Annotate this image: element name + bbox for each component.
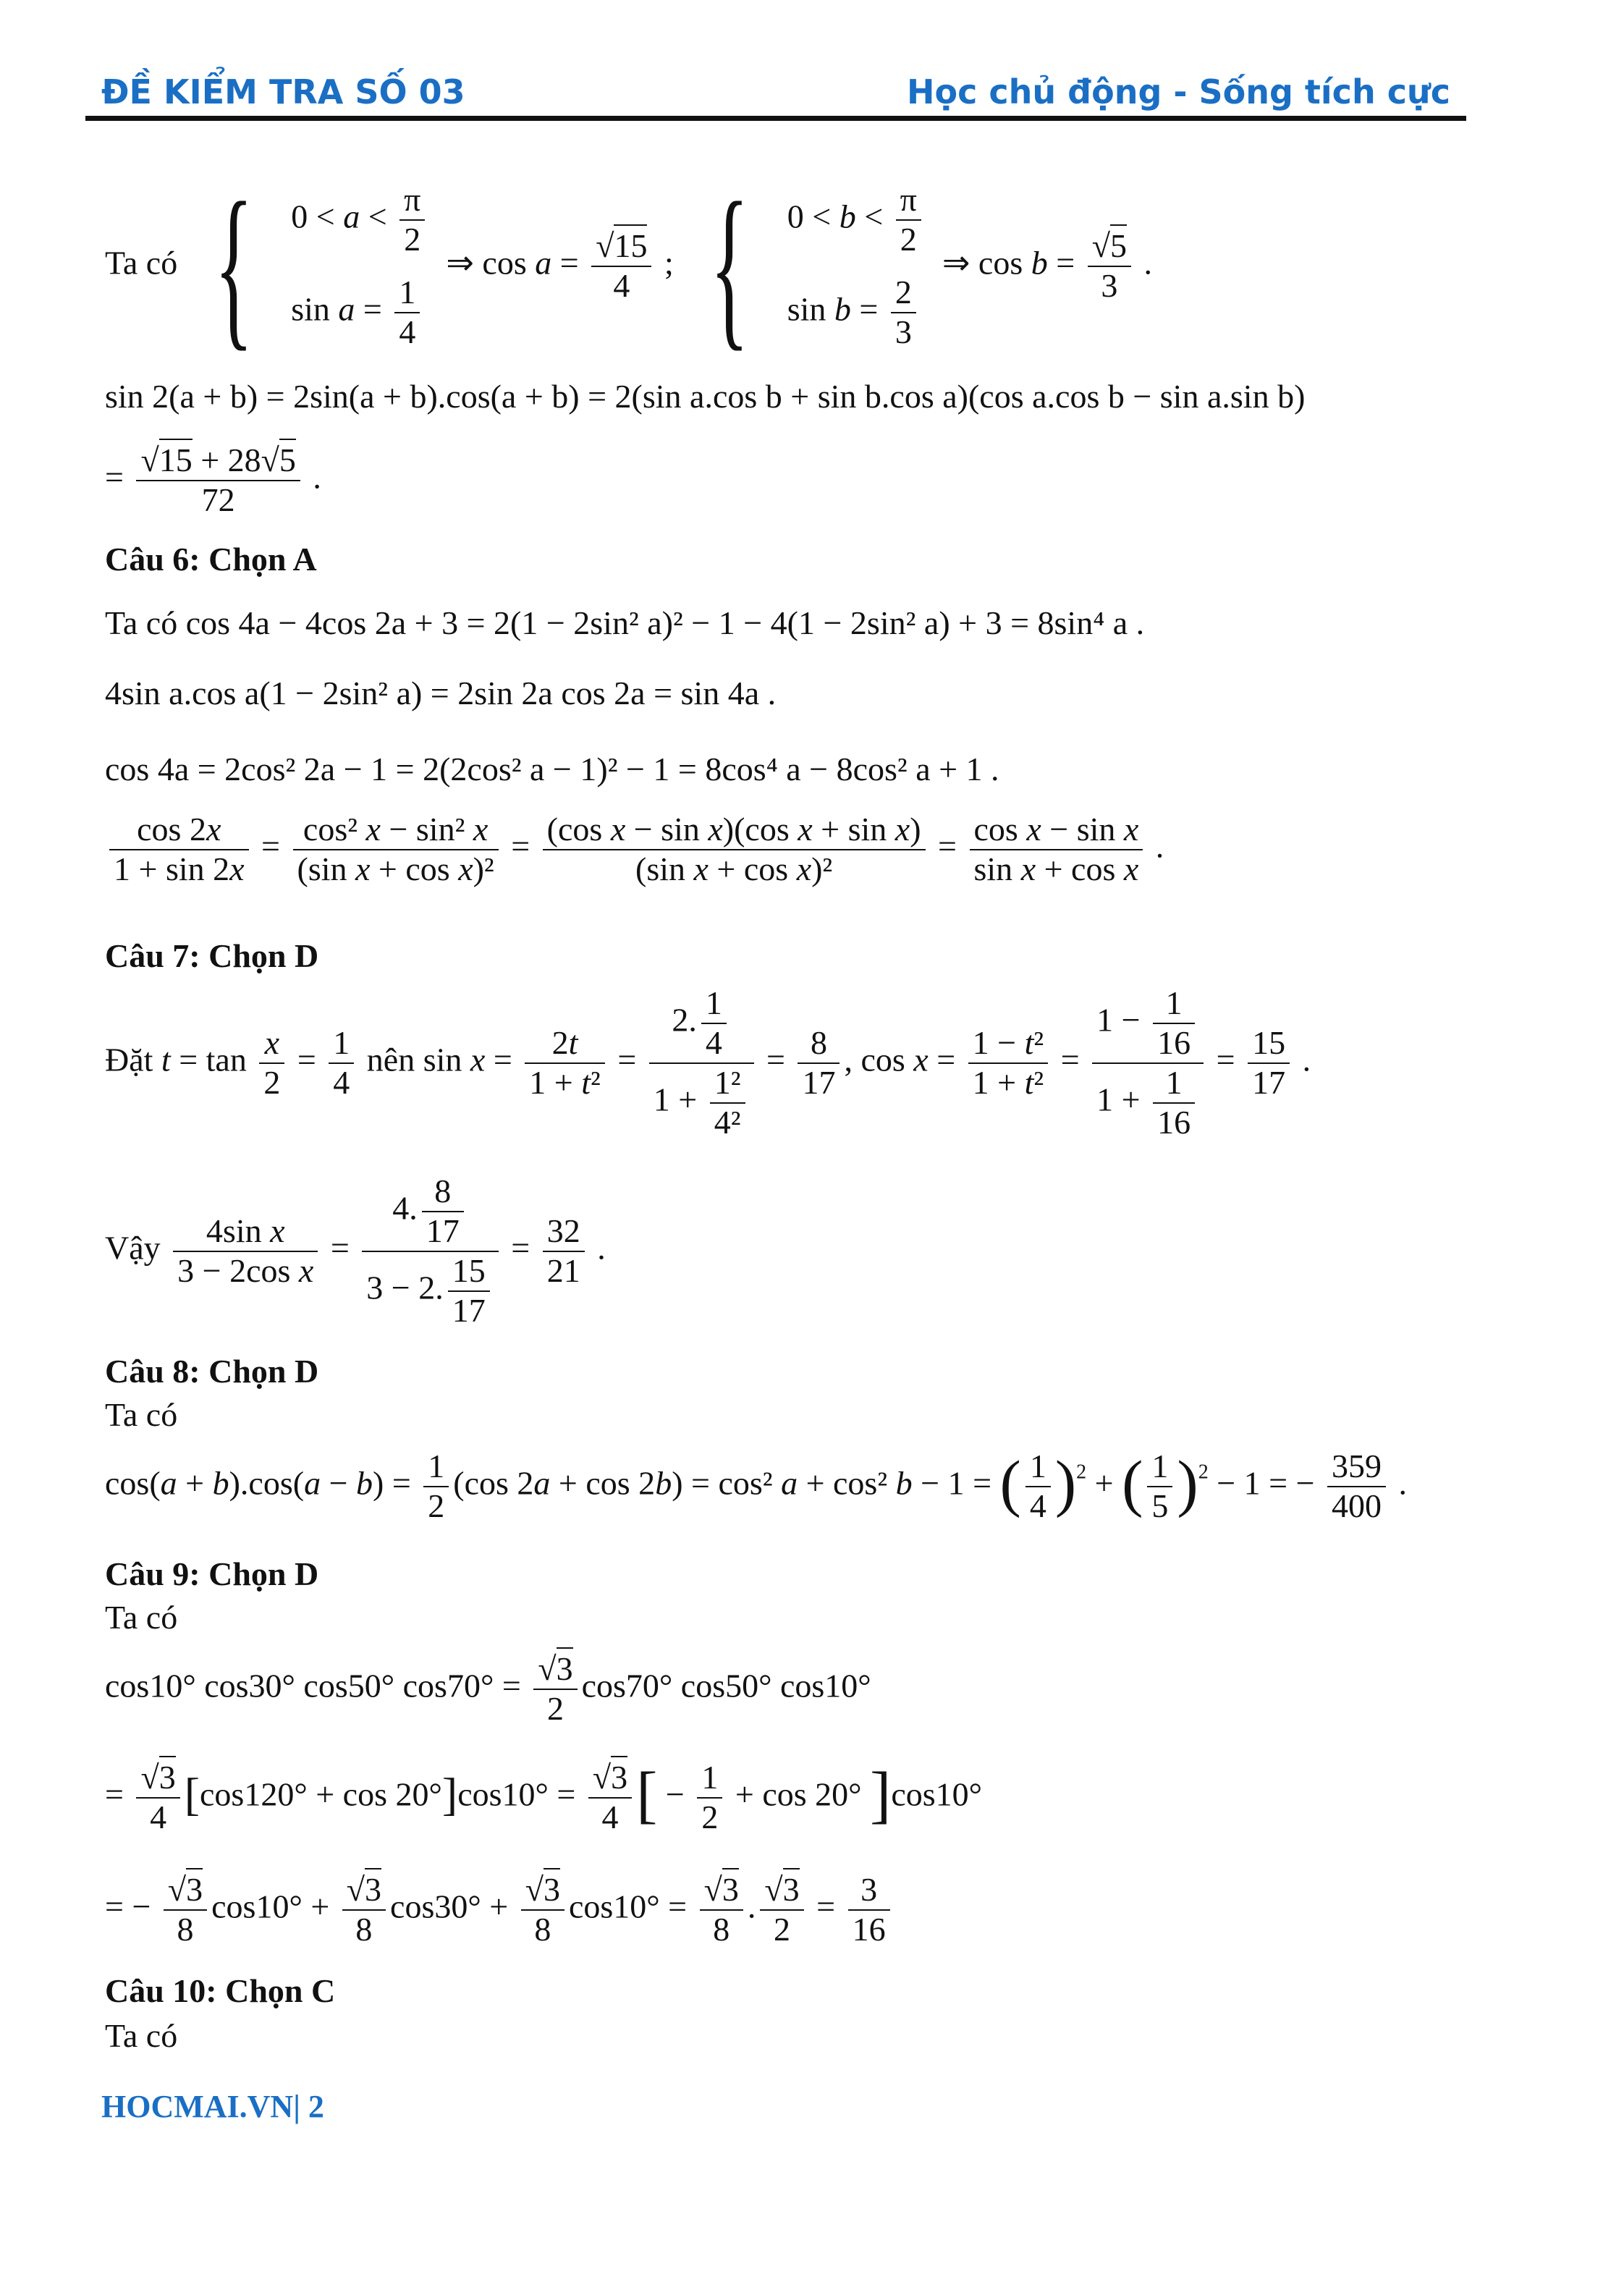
cau-8-heading: Câu 8: Chọn D — [105, 1353, 319, 1390]
cau-10-heading: Câu 10: Chọn C — [105, 1972, 336, 2009]
ta-co-10: Ta có — [105, 2017, 178, 2054]
cau-9-heading: Câu 9: Chọn D — [105, 1555, 319, 1592]
formula-system: Ta có { 0 < a < $\frac{\pi}{2}$ sin a = $\frac{1}{4}$ ⇒ cos a = $\frac{√15}{4}$ ; { 0 < b < $\frac{\pi}{2}$ sin b = $\frac{2}{3}$ ⇒ cos b = $\frac{√5}{3}$ . — [105, 166, 1152, 367]
formula-c8: cos(a + b).cos(a − b) = $\frac{1}{2}$ (cos 2a + cos 2b) = cos² a + cos² b − 1 = ( $\frac{1}{4}$ )$^2$ + ( $\frac{1}{5}$ )$^2$ − 1 = − $\frac{359}{400}$ . — [105, 1448, 1408, 1524]
ta-co-9: Ta có — [105, 1599, 178, 1636]
formula-c9-2: = $\frac{√3}{4}$ [cos120° + cos 20°]cos10° = $\frac{√3}{4}$ [ − $\frac{1}{2}$ + cos 20° ]cos10° — [105, 1759, 982, 1837]
nen-label: nên — [366, 1041, 415, 1078]
header-title: ĐỀ KIỂM TRA SỐ 03 — [101, 72, 465, 111]
formula-c6-1: Ta có cos 4a − 4cos 2a + 3 = 2(1 − 2sin² a)² − 1 − 4(1 − 2sin² a) + 3 = 8sin⁴ a . — [105, 604, 1145, 641]
formula-c9-3: = − $\frac{√3}{8}$ cos10° + $\frac{√3}{8}$ cos30° + $\frac{√3}{8}$ cos10° = $\frac{√3}{8}$ . $\frac{√3}{2}$ = $\frac{3}{16}$ — [105, 1871, 895, 1949]
formula-c9-1: cos10° cos30° cos50° cos70° = $\frac{√3}{2}$ cos70° cos50° cos10° — [105, 1650, 871, 1728]
formula-sin2ab: sin 2(a + b) = 2sin(a + b).cos(a + b) = 2(sin a.cos b + sin b.cos a)(cos a.cos b − sin a.sin b) — [105, 378, 1306, 415]
header-rule — [85, 116, 1466, 121]
formula-c6-3: cos 4a = 2cos² 2a − 1 = 2(2cos² a − 1)² − 1 = 8cos⁴ a − 8cos² a + 1 . — [105, 751, 999, 787]
footer-page-label: HOCMAI.VN| 2 — [101, 2089, 324, 2124]
cau-7-heading: Câu 7: Chọn D — [105, 937, 319, 974]
vay-label: Vậy — [105, 1229, 161, 1267]
formula-c7-2: Vậy $\frac{\text{4sin x}}{\text{3 − 2cos x}}$ = 4. $\frac{8}{17}$ 3 − 2. $\frac{15}{17}$ = $\frac{32}{21}$ . — [105, 1172, 606, 1329]
ta-co-8: Ta có — [105, 1396, 178, 1433]
formula-c6-4: $\frac{\cos 2x}{1 + \sin 2x}$ = $\frac{\text{cos² x − sin² x}}{\text{(sin x + cos x)²}}$ = $\frac{\text{(cos x − sin x)(cos x + sin x)}}{\text{(sin x + cos x)²}}$ = $\frac{\text{cos x − sin x}}{\text{sin x + cos x}}$ . — [105, 811, 1164, 889]
header-slogan: Học chủ động - Sống tích cực — [907, 72, 1450, 111]
cau-6-heading: Câu 6: Chọn A — [105, 541, 317, 578]
formula-c6-2: 4sin a.cos a(1 − 2sin² a) = 2sin 2a cos 2a = sin 4a . — [105, 675, 777, 711]
dat-label: Đặt — [105, 1041, 153, 1078]
ta-co-label: Ta có — [105, 244, 178, 282]
formula-c7-1: Đặt t = tan $\frac{x}{2}$ = $\frac{1}{4}$ nên sin x = $\frac{2t}{\text{1 + t²}}$ = 2. $\frac{1}{4}$ 1 + $\frac{\text{1²}}{\text{4²}}$ = $\frac{8}{17}$ , cos x = $\frac{\text{1 − t²}}{\text{1 + t²}}$ = 1 − $\frac{1}{16}$ 1 + $\frac{1}{16}$ = $\frac{15}{17}$ . — [105, 984, 1311, 1141]
formula-result: = $\frac{√15 + 28√5}{72}$ . — [105, 441, 321, 520]
